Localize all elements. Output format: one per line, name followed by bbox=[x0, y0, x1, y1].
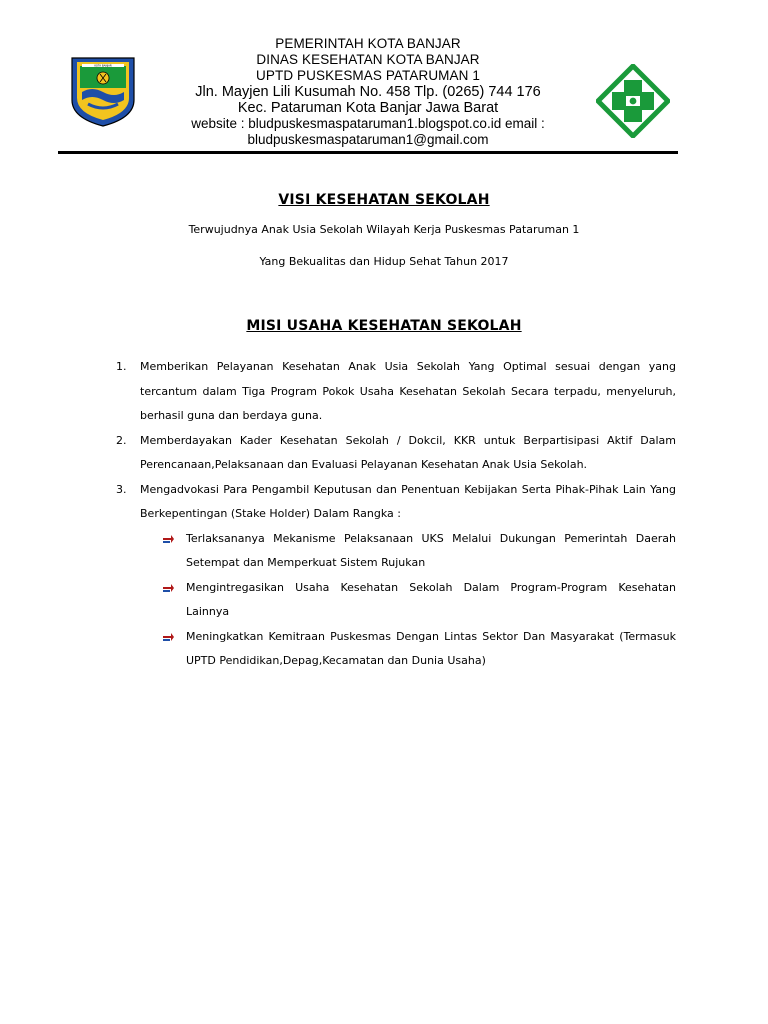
letterhead-department: DINAS KESEHATAN KOTA BANJAR bbox=[256, 52, 480, 67]
arrow-bullet-icon bbox=[162, 631, 174, 643]
visi-title: VISI KESEHATAN SEKOLAH bbox=[278, 192, 490, 208]
letterhead-email: bludpuskesmaspataruman1@gmail.com bbox=[247, 132, 489, 147]
misi-item-number: 1. bbox=[116, 360, 127, 373]
letterhead-government: PEMERINTAH KOTA BANJAR bbox=[275, 36, 461, 51]
misi-item bbox=[116, 478, 676, 527]
misi-subitem bbox=[116, 576, 676, 625]
misi-list bbox=[116, 355, 676, 674]
misi-subitem bbox=[116, 527, 676, 576]
puskesmas-logo-icon bbox=[596, 64, 670, 138]
misi-subitem-text: Terlaksananya Mekanisme Pelaksanaan UKS Melalui Dukungan Pemerintah Daerah Setempat dan Memperkuat Sistem Rujukan bbox=[186, 531, 676, 569]
kota-banjar-emblem-icon bbox=[68, 56, 138, 128]
misi-item-number: 2. bbox=[116, 433, 127, 447]
letterhead-address: Jln. Mayjen Lili Kusumah No. 458 Tlp. (0265) 744 176 bbox=[195, 84, 541, 100]
misi-subitem bbox=[116, 625, 676, 674]
misi-item-text: Memberikan Pelayanan Kesehatan Anak Usia Sekolah Yang Optimal sesuai dengan yang tercantum dalam Tiga Program Pokok Usaha Kesehatan Sekolah Secara terpadu, menyeluruh, berhasil guna dan berdaya guna. bbox=[140, 360, 676, 422]
letterhead-district: Kec. Pataruman Kota Banjar Jawa Barat bbox=[237, 100, 499, 116]
letterhead-website: website : bludpuskesmaspataruman1.blogspot.co.id email : bbox=[191, 116, 545, 131]
visi-line-1: Terwujudnya Anak Usia Sekolah Wilayah Kerja Puskesmas Pataruman 1 bbox=[188, 223, 580, 236]
arrow-bullet-icon bbox=[162, 533, 174, 545]
visi-line-2: Yang Bekualitas dan Hidup Sehat Tahun 2017 bbox=[259, 255, 509, 268]
letterhead bbox=[58, 36, 678, 154]
misi-item-number: 3. bbox=[116, 482, 127, 496]
letterhead-unit: UPTD PUSKESMAS PATARUMAN 1 bbox=[256, 68, 480, 83]
letterhead-text bbox=[158, 36, 578, 148]
misi-subitem-text: Mengintregasikan Usaha Kesehatan Sekolah Dalam Program-Program Kesehatan Lainnya bbox=[186, 580, 676, 618]
misi-subitem-text: Meningkatkan Kemitraan Puskesmas Dengan Lintas Sektor Dan Masyarakat (Termasuk UPTD Pendidikan,Depag,Kecamatan dan Dunia Usaha) bbox=[186, 629, 676, 667]
arrow-bullet-icon bbox=[162, 582, 174, 594]
misi-item bbox=[116, 429, 676, 478]
misi-item bbox=[116, 355, 676, 429]
misi-item-text: Memberdayakan Kader Kesehatan Sekolah / Dokcil, KKR untuk Berpartisipasi Aktif Dalam Perencanaan,Pelaksanaan dan Evaluasi Pelayanan Kesehatan Anak Usia Sekolah. bbox=[140, 433, 676, 471]
misi-title: MISI USAHA KESEHATAN SEKOLAH bbox=[246, 318, 522, 334]
emblem-text: KOTA BANJAR bbox=[94, 64, 112, 68]
letterhead-divider bbox=[58, 151, 678, 154]
misi-item-text: Mengadvokasi Para Pengambil Keputusan dan Penentuan Kebijakan Serta Pihak-Pihak Lain Yang Berkepentingan (Stake Holder) Dalam Rangka : bbox=[140, 482, 676, 520]
